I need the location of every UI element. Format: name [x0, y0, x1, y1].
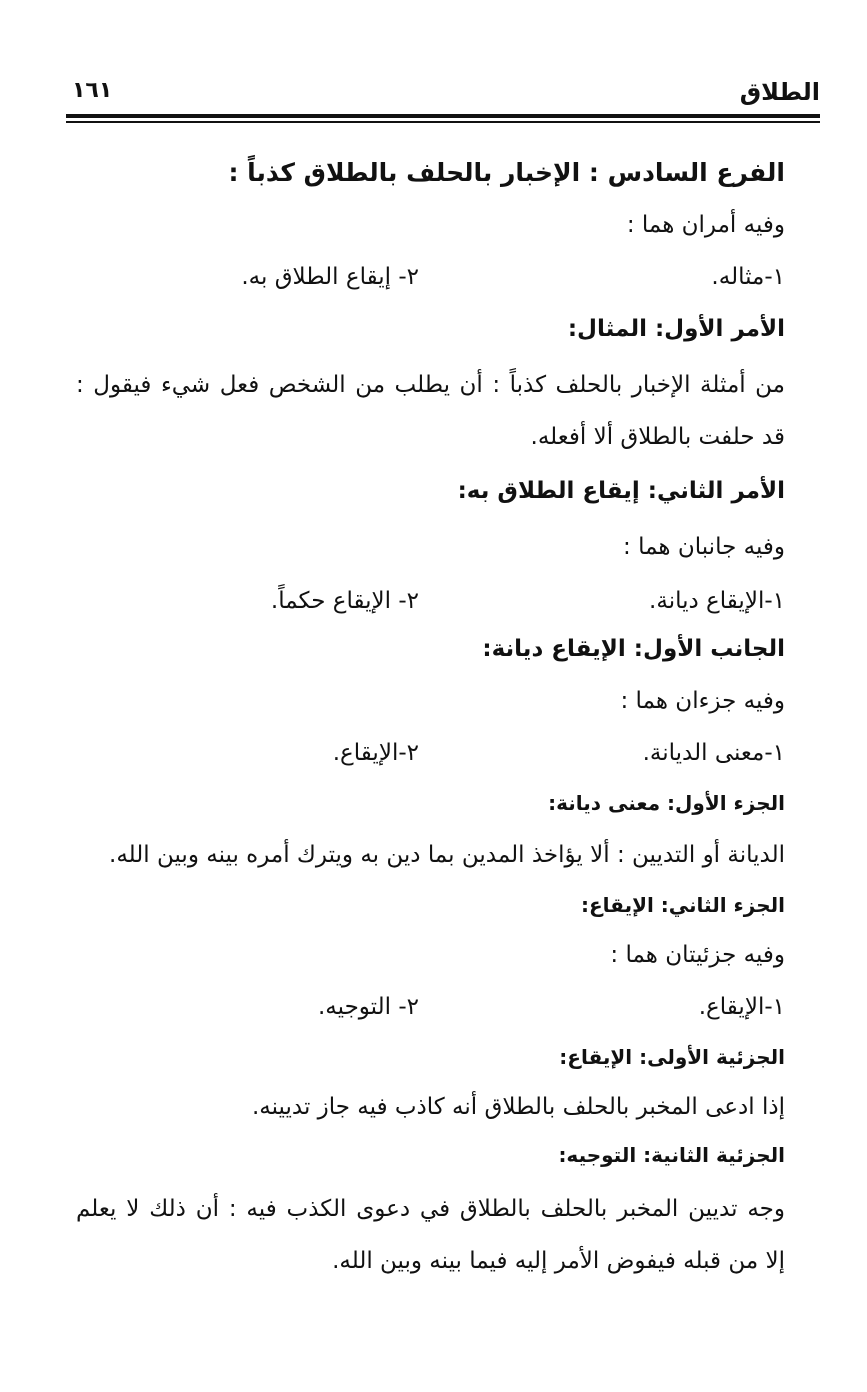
heading-first-matter: الأمر الأول: المثال: — [567, 316, 785, 342]
list4-item1: ١-الإيقاع. — [698, 994, 785, 1020]
header-rule-thin — [66, 121, 820, 123]
list4-item2: ٢- التوجيه. — [318, 994, 419, 1020]
heading-second-matter: الأمر الثاني: إيقاع الطلاق به: — [457, 478, 785, 504]
list1-item1: ١-مثاله. — [711, 264, 785, 290]
sub2-line-1: وجه تديين المخبر بالحلف بالطلاق في دعوى الكذب فيه : أن ذلك لا يعلم — [76, 1196, 785, 1222]
heading-sub-one: الجزئية الأولى: الإيقاع: — [559, 1045, 785, 1069]
list2-item1: ١-الإيقاع ديانة. — [649, 588, 785, 614]
header-rule-thick — [66, 114, 820, 118]
heading-part-one: الجزء الأول: معنى ديانة: — [548, 791, 785, 815]
part2-intro: وفيه جزئيتان هما : — [610, 942, 785, 968]
list3-item1: ١-معنى الديانة. — [642, 740, 785, 766]
list3-item2: ٢-الإيقاع. — [332, 740, 419, 766]
list2-item2: ٢- الإيقاع حكماً. — [270, 588, 419, 614]
list1-item2: ٢- إيقاع الطلاق به. — [241, 264, 419, 290]
running-title: الطلاق — [739, 78, 820, 106]
example-line-1: من أمثلة الإخبار بالحلف كذباً : أن يطلب من الشخص فعل شيء فيقول : — [76, 372, 785, 398]
heading-side-one: الجانب الأول: الإيقاع ديانة: — [482, 636, 785, 662]
sub2-line-2: إلا من قبله فيفوض الأمر إليه فيما بينه وبين الله. — [332, 1248, 785, 1274]
section-heading: الفرع السادس : الإخبار بالحلف بالطلاق كذباً : — [228, 158, 785, 187]
sub1-text: إذا ادعى المخبر بالحلف بالطلاق أنه كاذب فيه جاز تديينه. — [251, 1094, 785, 1120]
example-line-2: قد حلفت بالطلاق ألا أفعله. — [530, 424, 785, 450]
page-header — [66, 78, 820, 112]
paragraph-intro: وفيه أمران هما : — [626, 212, 785, 238]
part1-text: الديانة أو التديين : ألا يؤاخذ المدين بما دين به ويترك أمره بينه وبين الله. — [109, 842, 785, 868]
second-intro: وفيه جانبان هما : — [623, 534, 785, 560]
page-number: ١٦١ — [72, 78, 113, 103]
heading-sub-two: الجزئية الثانية: التوجيه: — [558, 1143, 785, 1167]
heading-part-two: الجزء الثاني: الإيقاع: — [581, 893, 785, 917]
side1-intro: وفيه جزءان هما : — [620, 688, 785, 714]
